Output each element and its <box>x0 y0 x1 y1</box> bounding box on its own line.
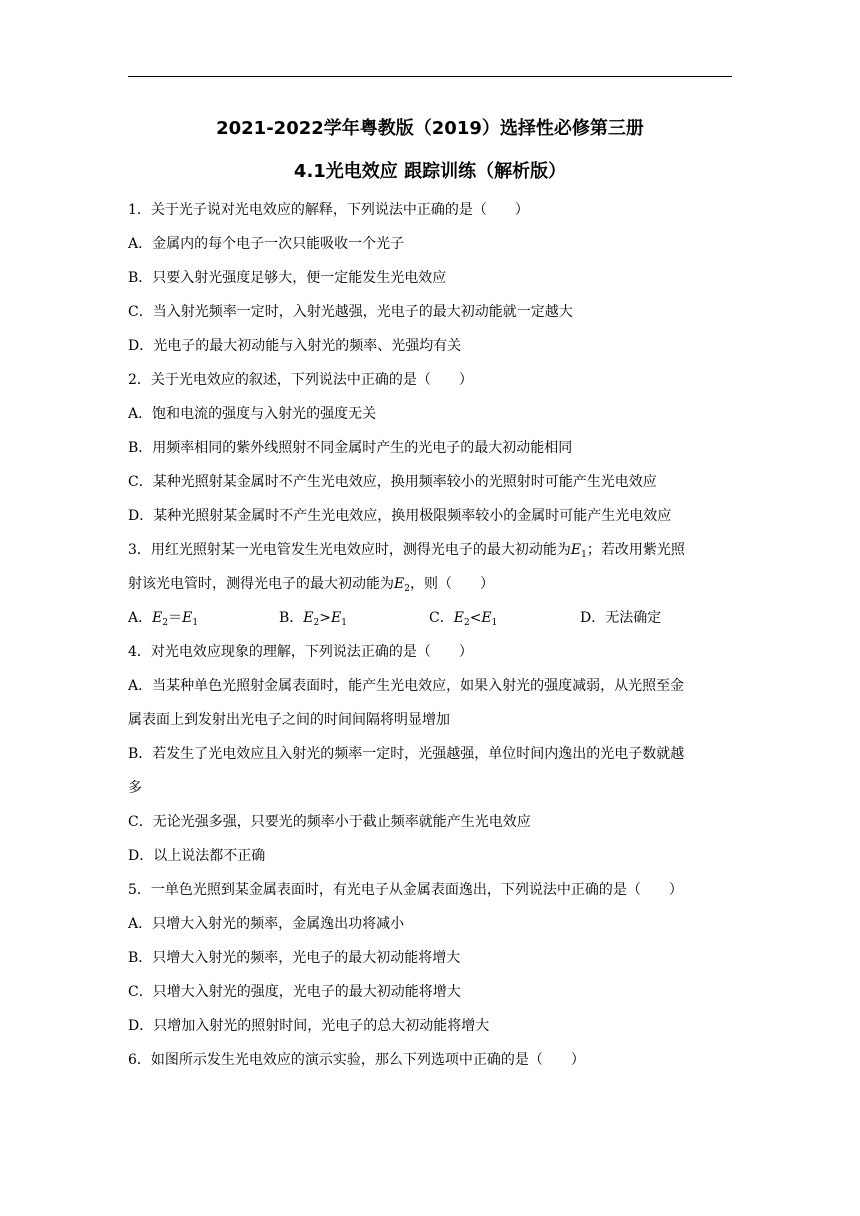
question-5-stem: 5．一单色光照到某金属表面时，有光电子从金属表面逸出，下列说法中正确的是（ ） <box>128 882 683 898</box>
math-var: E <box>453 610 464 626</box>
math-var: E <box>152 610 163 626</box>
question-1-option-c: C．当入射光频率一定时，入射光越强，光电子的最大初动能就一定越大 <box>128 304 573 320</box>
math-sub: 2 <box>313 618 320 628</box>
question-5-option-c: C．只增大入射光的强度，光电子的最大初动能将增大 <box>128 984 461 1000</box>
question-4-option-a-line-1: A．当某种单色光照射金属表面时，能产生光电效应，如果入射光的强度减弱，从光照至金 <box>128 678 685 694</box>
question-6-stem: 6．如图所示发生光电效应的演示实验，那么下列选项中正确的是（ ） <box>128 1052 585 1068</box>
q3-stem2-pre: 射该光电管时，测得光电子的最大初动能为 <box>128 576 394 592</box>
question-2-option-d: D．某种光照射某金属时不产生光电效应，换用极限频率较小的金属时可能产生光电效应 <box>128 508 672 524</box>
header-rule <box>128 76 732 77</box>
q3-stem1-pre: 3．用红光照射某一光电管发生光电效应时，测得光电子的最大初动能为 <box>128 542 571 558</box>
option-label: A． <box>128 610 153 626</box>
question-1-option-a: A．金属内的每个电子一次只能吸收一个光子 <box>128 236 405 252</box>
q3-stem2-sub: 2 <box>404 584 410 594</box>
question-5-option-b: B．只增大入射光的频率，光电子的最大初动能将增大 <box>128 950 461 966</box>
question-2-option-b: B．用频率相同的紫外线照射不同金属时产生的光电子的最大初动能相同 <box>128 440 573 456</box>
question-3-stem-line-1 <box>128 540 734 560</box>
q3-stem2-var: E <box>394 576 405 592</box>
option-label: B． <box>279 610 304 626</box>
math-var: E <box>303 610 314 626</box>
question-1-option-d: D．光电子的最大初动能与入射光的频率、光强均有关 <box>128 338 462 354</box>
option-text: 无法确定 <box>605 610 662 626</box>
math-var: E <box>481 610 492 626</box>
math-var: E <box>182 610 193 626</box>
math-var: E <box>331 610 342 626</box>
math-sub: 1 <box>491 618 498 628</box>
question-4-option-b-line-2: 多 <box>128 780 142 796</box>
math-sub: 2 <box>463 618 470 628</box>
q3-stem2-post: ，则（ ） <box>409 576 494 592</box>
question-2-option-c: C．某种光照射某金属时不产生光电效应，换用频率较小的光照射时可能产生光电效应 <box>128 474 657 490</box>
question-4-option-a-line-2: 属表面上到发射出光电子之间的时间间隔将明显增加 <box>128 712 450 728</box>
question-4-option-d: D．以上说法都不正确 <box>128 848 266 864</box>
question-1-stem: 1．关于光子说对光电效应的解释，下列说法中正确的是（ ） <box>128 202 529 218</box>
question-3-option-a <box>128 608 198 628</box>
math-sub: 1 <box>192 618 199 628</box>
math-op: ＝ <box>168 610 183 626</box>
question-2-stem: 2．关于光电效应的叙述，下列说法中正确的是（ ） <box>128 372 473 388</box>
question-5-option-a: A．只增大入射光的频率，金属逸出功将减小 <box>128 916 405 932</box>
document-title: 2021-2022学年粤教版（2019）选择性必修第三册 <box>216 118 644 139</box>
question-3-option-c <box>429 608 497 628</box>
question-3-stem-line-2 <box>128 574 734 594</box>
math-op: < <box>469 610 482 626</box>
question-4-option-b-line-1: B．若发生了光电效应且入射光的频率一定时，光强越强，单位时间内逸出的光电子数就越 <box>128 746 685 762</box>
q3-stem1-var: E <box>570 542 582 558</box>
question-3-option-d <box>580 608 661 628</box>
math-sub: 1 <box>341 618 347 628</box>
question-3-option-b <box>279 608 347 628</box>
document-subtitle: 4.1光电效应 跟踪训练（解析版） <box>293 161 567 182</box>
question-2-option-a: A．饱和电流的强度与入射光的强度无关 <box>128 406 377 422</box>
question-4-option-c: C．无论光强多强，只要光的频率小于截止频率就能产生光电效应 <box>128 814 531 830</box>
question-4-stem: 4．对光电效应现象的理解，下列说法正确的是（ ） <box>128 644 473 660</box>
option-label: C． <box>429 610 454 626</box>
question-5-option-d: D．只增加入射光的照射时间，光电子的总大初动能将增大 <box>128 1018 490 1034</box>
option-label: D． <box>580 610 606 626</box>
math-op: > <box>319 610 331 626</box>
question-1-option-b: B．只要入射光强度足够大，便一定能发生光电效应 <box>128 270 447 286</box>
math-sub: 2 <box>162 618 169 628</box>
q3-stem1-post: ；若改用紫光照 <box>586 542 685 558</box>
q3-stem1-sub: 1 <box>581 550 587 560</box>
